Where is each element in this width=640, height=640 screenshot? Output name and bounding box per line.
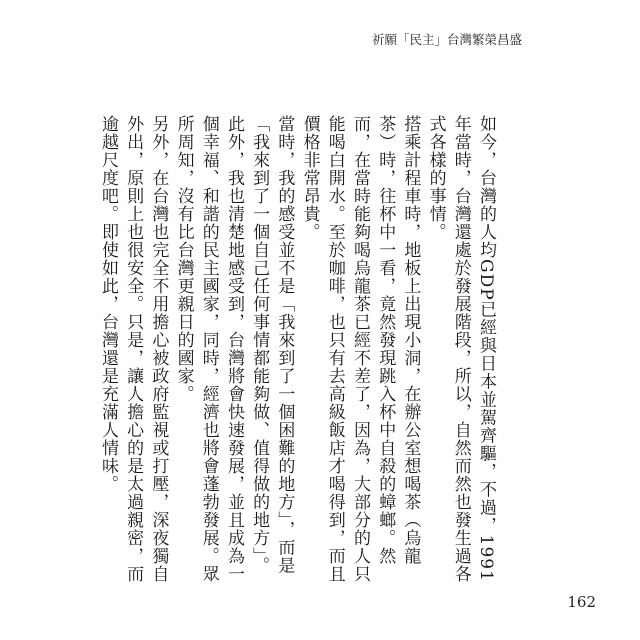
page-number: 162 [567, 593, 596, 611]
running-header: 祈願「民主」台灣繁榮昌盛 [372, 32, 523, 47]
paragraph: 當時，我的感受並不是「我來到了一個困難的地方」，而是「我來到了一個自己任何事情都能夠做、值得做的地方」。此外，我也清楚地感受到，台灣將會快速發展，並且成為一個幸福、和諧的民主國家，同時，經濟也將會蓬勃發展。眾所周知，沒有比台灣更親日的國家。 [173, 115, 295, 583]
paragraph: 如今，台灣的人均GDP已經與日本並駕齊驅，不過，1991年當時，台灣還處於發展階段，所以，自然而然也發生過各式各樣的事情。 [425, 115, 496, 583]
body-text [97, 115, 498, 590]
paragraph: 另外，在台灣也完全不用擔心被政府監視或打壓，深夜獨自外出，原則上也很安全。只是，讓人擔心的是太過親密，而逾越尺度吧。即使如此，台灣還是充滿人情味。 [97, 115, 169, 583]
paragraph: 搭乘計程車時，地板上出現小洞，在辦公室想喝茶（烏龍茶）時，往杯中一看，竟然發現跳入杯中自殺的蟑螂。然而，在當時能夠喝烏龍茶已經不差了，因為，大部分的人只能喝白開水。至於咖啡，也只有去高級飯店才喝得到，而且價格非常昂貴。 [299, 115, 421, 583]
